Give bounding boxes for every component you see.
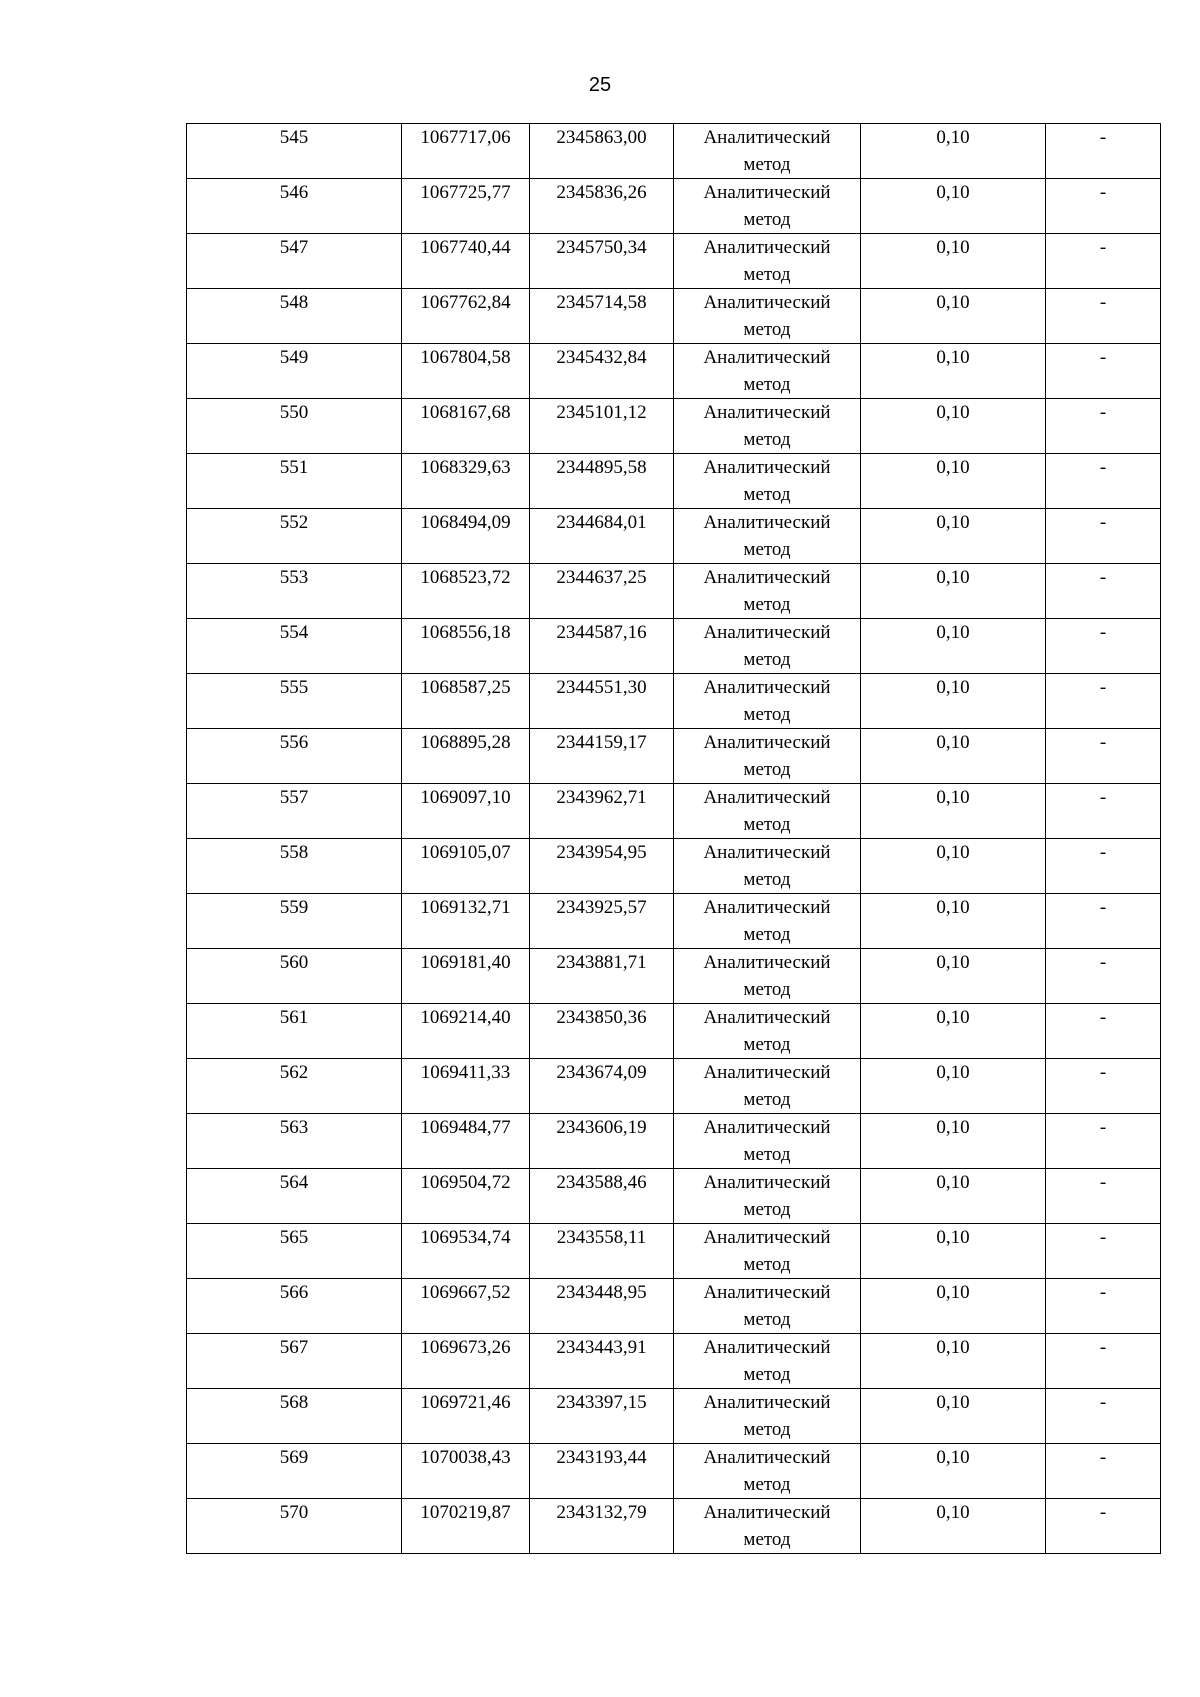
point-number-cell: 569	[187, 1444, 402, 1499]
note-cell: -	[1046, 1499, 1161, 1554]
table-row	[187, 564, 1161, 619]
method-line2: метод	[743, 1199, 791, 1220]
accuracy-cell: 0,10	[861, 674, 1046, 729]
point-number-cell: 565	[187, 1224, 402, 1279]
accuracy-cell: 0,10	[861, 1279, 1046, 1334]
note-cell: -	[1046, 509, 1161, 564]
method-cell	[674, 1444, 861, 1499]
x-coordinate-cell: 1068329,63	[402, 454, 530, 509]
method-cell	[674, 179, 861, 234]
method-line1: Аналитический	[703, 402, 831, 423]
method-line1: Аналитический	[703, 952, 831, 973]
y-coordinate-cell: 2343954,95	[530, 839, 674, 894]
table-row	[187, 234, 1161, 289]
point-number-cell: 558	[187, 839, 402, 894]
method-cell	[674, 124, 861, 179]
method-line1: Аналитический	[703, 237, 831, 258]
x-coordinate-cell: 1070219,87	[402, 1499, 530, 1554]
table-row	[187, 894, 1161, 949]
y-coordinate-cell: 2343132,79	[530, 1499, 674, 1554]
note-cell: -	[1046, 1444, 1161, 1499]
table-row	[187, 839, 1161, 894]
x-coordinate-cell: 1069097,10	[402, 784, 530, 839]
table-row	[187, 399, 1161, 454]
point-number-cell: 562	[187, 1059, 402, 1114]
method-line2: метод	[743, 649, 791, 670]
method-cell	[674, 1059, 861, 1114]
method-cell	[674, 289, 861, 344]
method-cell	[674, 949, 861, 1004]
point-number-cell: 557	[187, 784, 402, 839]
method-cell	[674, 729, 861, 784]
method-line1: Аналитический	[703, 457, 831, 478]
accuracy-cell: 0,10	[861, 289, 1046, 344]
note-cell: -	[1046, 1224, 1161, 1279]
x-coordinate-cell: 1069484,77	[402, 1114, 530, 1169]
x-coordinate-cell: 1069673,26	[402, 1334, 530, 1389]
note-cell: -	[1046, 124, 1161, 179]
method-cell	[674, 344, 861, 399]
note-cell: -	[1046, 564, 1161, 619]
table-row	[187, 454, 1161, 509]
note-cell: -	[1046, 784, 1161, 839]
accuracy-cell: 0,10	[861, 784, 1046, 839]
coordinates-table	[186, 123, 1161, 1554]
method-cell	[674, 1334, 861, 1389]
x-coordinate-cell: 1069132,71	[402, 894, 530, 949]
accuracy-cell: 0,10	[861, 1169, 1046, 1224]
table-row	[187, 124, 1161, 179]
x-coordinate-cell: 1068587,25	[402, 674, 530, 729]
method-line2: метод	[743, 1529, 791, 1550]
method-cell	[674, 619, 861, 674]
table-row	[187, 1224, 1161, 1279]
table-row	[187, 729, 1161, 784]
method-line1: Аналитический	[703, 1062, 831, 1083]
point-number-cell: 554	[187, 619, 402, 674]
accuracy-cell: 0,10	[861, 1224, 1046, 1279]
y-coordinate-cell: 2343881,71	[530, 949, 674, 1004]
x-coordinate-cell: 1069105,07	[402, 839, 530, 894]
y-coordinate-cell: 2345432,84	[530, 344, 674, 399]
table-row	[187, 344, 1161, 399]
point-number-cell: 551	[187, 454, 402, 509]
y-coordinate-cell: 2343962,71	[530, 784, 674, 839]
table-row	[187, 1114, 1161, 1169]
method-line2: метод	[743, 1254, 791, 1275]
point-number-cell: 566	[187, 1279, 402, 1334]
method-cell	[674, 784, 861, 839]
accuracy-cell: 0,10	[861, 1004, 1046, 1059]
x-coordinate-cell: 1069504,72	[402, 1169, 530, 1224]
table-row	[187, 1444, 1161, 1499]
accuracy-cell: 0,10	[861, 1114, 1046, 1169]
method-cell	[674, 1004, 861, 1059]
method-line1: Аналитический	[703, 677, 831, 698]
point-number-cell: 545	[187, 124, 402, 179]
note-cell: -	[1046, 1059, 1161, 1114]
method-line1: Аналитический	[703, 347, 831, 368]
note-cell: -	[1046, 619, 1161, 674]
y-coordinate-cell: 2343588,46	[530, 1169, 674, 1224]
accuracy-cell: 0,10	[861, 1059, 1046, 1114]
table-row	[187, 289, 1161, 344]
note-cell: -	[1046, 1279, 1161, 1334]
accuracy-cell: 0,10	[861, 894, 1046, 949]
x-coordinate-cell: 1069411,33	[402, 1059, 530, 1114]
y-coordinate-cell: 2344587,16	[530, 619, 674, 674]
point-number-cell: 567	[187, 1334, 402, 1389]
accuracy-cell: 0,10	[861, 1389, 1046, 1444]
method-line2: метод	[743, 1089, 791, 1110]
x-coordinate-cell: 1067740,44	[402, 234, 530, 289]
method-line2: метод	[743, 869, 791, 890]
method-line2: метод	[743, 814, 791, 835]
table-row	[187, 1334, 1161, 1389]
y-coordinate-cell: 2345836,26	[530, 179, 674, 234]
method-line1: Аналитический	[703, 182, 831, 203]
accuracy-cell: 0,10	[861, 564, 1046, 619]
method-cell	[674, 564, 861, 619]
note-cell: -	[1046, 1334, 1161, 1389]
accuracy-cell: 0,10	[861, 454, 1046, 509]
accuracy-cell: 0,10	[861, 124, 1046, 179]
point-number-cell: 570	[187, 1499, 402, 1554]
method-line1: Аналитический	[703, 1337, 831, 1358]
accuracy-cell: 0,10	[861, 1499, 1046, 1554]
y-coordinate-cell: 2343925,57	[530, 894, 674, 949]
y-coordinate-cell: 2343558,11	[530, 1224, 674, 1279]
x-coordinate-cell: 1067804,58	[402, 344, 530, 399]
method-line2: метод	[743, 1474, 791, 1495]
note-cell: -	[1046, 729, 1161, 784]
point-number-cell: 547	[187, 234, 402, 289]
method-line1: Аналитический	[703, 1117, 831, 1138]
method-line1: Аналитический	[703, 622, 831, 643]
note-cell: -	[1046, 234, 1161, 289]
x-coordinate-cell: 1068494,09	[402, 509, 530, 564]
point-number-cell: 552	[187, 509, 402, 564]
method-cell	[674, 399, 861, 454]
method-line2: метод	[743, 319, 791, 340]
method-line2: метод	[743, 374, 791, 395]
method-cell	[674, 1389, 861, 1444]
note-cell: -	[1046, 949, 1161, 1004]
method-line2: метод	[743, 539, 791, 560]
note-cell: -	[1046, 1004, 1161, 1059]
point-number-cell: 561	[187, 1004, 402, 1059]
x-coordinate-cell: 1067725,77	[402, 179, 530, 234]
accuracy-cell: 0,10	[861, 399, 1046, 454]
x-coordinate-cell: 1068167,68	[402, 399, 530, 454]
note-cell: -	[1046, 454, 1161, 509]
method-line1: Аналитический	[703, 732, 831, 753]
y-coordinate-cell: 2343674,09	[530, 1059, 674, 1114]
y-coordinate-cell: 2345101,12	[530, 399, 674, 454]
accuracy-cell: 0,10	[861, 619, 1046, 674]
y-coordinate-cell: 2343397,15	[530, 1389, 674, 1444]
method-cell	[674, 674, 861, 729]
table-row	[187, 674, 1161, 729]
table-row	[187, 784, 1161, 839]
method-line2: метод	[743, 1364, 791, 1385]
method-cell	[674, 839, 861, 894]
method-line2: метод	[743, 264, 791, 285]
table-row	[187, 1004, 1161, 1059]
method-line2: метод	[743, 979, 791, 1000]
table-row	[187, 179, 1161, 234]
accuracy-cell: 0,10	[861, 179, 1046, 234]
y-coordinate-cell: 2344684,01	[530, 509, 674, 564]
y-coordinate-cell: 2343850,36	[530, 1004, 674, 1059]
note-cell: -	[1046, 894, 1161, 949]
accuracy-cell: 0,10	[861, 234, 1046, 289]
x-coordinate-cell: 1068523,72	[402, 564, 530, 619]
x-coordinate-cell: 1069181,40	[402, 949, 530, 1004]
table-row	[187, 1389, 1161, 1444]
method-line2: метод	[743, 209, 791, 230]
x-coordinate-cell: 1068895,28	[402, 729, 530, 784]
y-coordinate-cell: 2344159,17	[530, 729, 674, 784]
method-cell	[674, 509, 861, 564]
x-coordinate-cell: 1069534,74	[402, 1224, 530, 1279]
method-line1: Аналитический	[703, 1007, 831, 1028]
method-line2: метод	[743, 924, 791, 945]
accuracy-cell: 0,10	[861, 509, 1046, 564]
method-line1: Аналитический	[703, 1227, 831, 1248]
x-coordinate-cell: 1069214,40	[402, 1004, 530, 1059]
method-line1: Аналитический	[703, 1447, 831, 1468]
table-row	[187, 1499, 1161, 1554]
x-coordinate-cell: 1067717,06	[402, 124, 530, 179]
method-cell	[674, 1114, 861, 1169]
method-line2: метод	[743, 594, 791, 615]
y-coordinate-cell: 2345863,00	[530, 124, 674, 179]
method-line1: Аналитический	[703, 512, 831, 533]
method-line1: Аналитический	[703, 1392, 831, 1413]
accuracy-cell: 0,10	[861, 1444, 1046, 1499]
y-coordinate-cell: 2344551,30	[530, 674, 674, 729]
point-number-cell: 550	[187, 399, 402, 454]
method-cell	[674, 1279, 861, 1334]
method-cell	[674, 1169, 861, 1224]
method-line1: Аналитический	[703, 787, 831, 808]
method-cell	[674, 1224, 861, 1279]
point-number-cell: 564	[187, 1169, 402, 1224]
coordinates-table-body	[187, 124, 1161, 1554]
accuracy-cell: 0,10	[861, 729, 1046, 784]
note-cell: -	[1046, 344, 1161, 399]
point-number-cell: 548	[187, 289, 402, 344]
point-number-cell: 553	[187, 564, 402, 619]
point-number-cell: 559	[187, 894, 402, 949]
point-number-cell: 563	[187, 1114, 402, 1169]
method-line1: Аналитический	[703, 897, 831, 918]
method-line2: метод	[743, 429, 791, 450]
y-coordinate-cell: 2343443,91	[530, 1334, 674, 1389]
table-row	[187, 619, 1161, 674]
method-cell	[674, 894, 861, 949]
y-coordinate-cell: 2344637,25	[530, 564, 674, 619]
method-cell	[674, 454, 861, 509]
note-cell: -	[1046, 839, 1161, 894]
table-row	[187, 1169, 1161, 1224]
x-coordinate-cell: 1067762,84	[402, 289, 530, 344]
method-line1: Аналитический	[703, 127, 831, 148]
y-coordinate-cell: 2345750,34	[530, 234, 674, 289]
method-line1: Аналитический	[703, 567, 831, 588]
method-line2: метод	[743, 1309, 791, 1330]
y-coordinate-cell: 2344895,58	[530, 454, 674, 509]
accuracy-cell: 0,10	[861, 839, 1046, 894]
note-cell: -	[1046, 289, 1161, 344]
note-cell: -	[1046, 1169, 1161, 1224]
point-number-cell: 560	[187, 949, 402, 1004]
method-cell	[674, 234, 861, 289]
point-number-cell: 568	[187, 1389, 402, 1444]
table-row	[187, 1279, 1161, 1334]
accuracy-cell: 0,10	[861, 949, 1046, 1004]
method-line1: Аналитический	[703, 292, 831, 313]
method-line2: метод	[743, 1419, 791, 1440]
table-row	[187, 949, 1161, 1004]
y-coordinate-cell: 2343448,95	[530, 1279, 674, 1334]
method-cell	[674, 1499, 861, 1554]
point-number-cell: 556	[187, 729, 402, 784]
x-coordinate-cell: 1069667,52	[402, 1279, 530, 1334]
method-line1: Аналитический	[703, 1502, 831, 1523]
note-cell: -	[1046, 399, 1161, 454]
point-number-cell: 549	[187, 344, 402, 399]
y-coordinate-cell: 2345714,58	[530, 289, 674, 344]
point-number-cell: 546	[187, 179, 402, 234]
note-cell: -	[1046, 1389, 1161, 1444]
x-coordinate-cell: 1068556,18	[402, 619, 530, 674]
method-line2: метод	[743, 704, 791, 725]
note-cell: -	[1046, 674, 1161, 729]
method-line1: Аналитический	[703, 1282, 831, 1303]
x-coordinate-cell: 1070038,43	[402, 1444, 530, 1499]
method-line2: метод	[743, 484, 791, 505]
method-line2: метод	[743, 759, 791, 780]
method-line1: Аналитический	[703, 1172, 831, 1193]
accuracy-cell: 0,10	[861, 344, 1046, 399]
table-row	[187, 1059, 1161, 1114]
method-line2: метод	[743, 154, 791, 175]
page-number: 25	[588, 74, 612, 96]
method-line2: метод	[743, 1144, 791, 1165]
x-coordinate-cell: 1069721,46	[402, 1389, 530, 1444]
note-cell: -	[1046, 1114, 1161, 1169]
method-line2: метод	[743, 1034, 791, 1055]
y-coordinate-cell: 2343193,44	[530, 1444, 674, 1499]
point-number-cell: 555	[187, 674, 402, 729]
table-row	[187, 509, 1161, 564]
note-cell: -	[1046, 179, 1161, 234]
y-coordinate-cell: 2343606,19	[530, 1114, 674, 1169]
accuracy-cell: 0,10	[861, 1334, 1046, 1389]
method-line1: Аналитический	[703, 842, 831, 863]
